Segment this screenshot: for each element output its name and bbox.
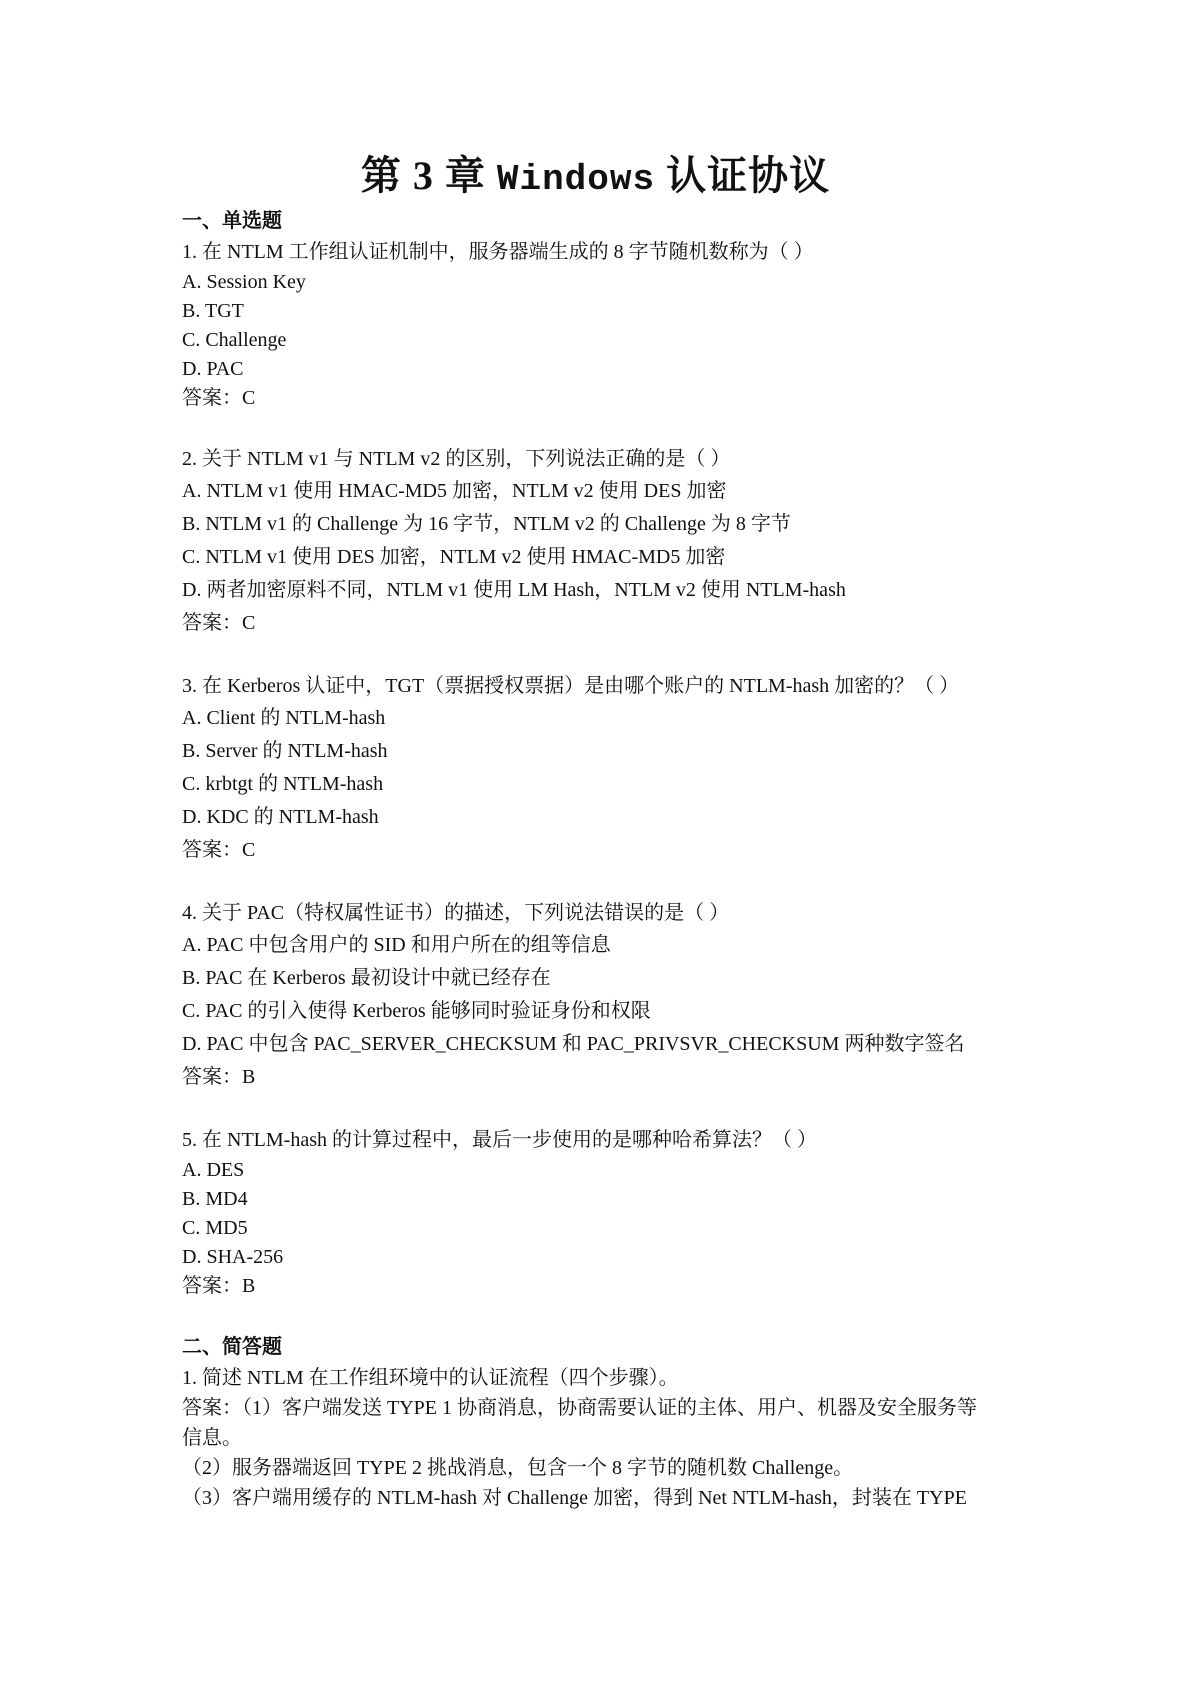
document-body [182,206,1042,1513]
option-b: B. PAC 在 Kerberos 最初设计中就已经存在 [182,967,551,989]
option-d: D. PAC 中包含 PAC_SERVER_CHECKSUM 和 PAC_PRIVSVR_CHECKSUM 两种数字签名 [182,1033,965,1055]
option-a: A. NTLM v1 使用 HMAC-MD5 加密，NTLM v2 使用 DES 加密 [182,480,727,502]
option-c: C. MD5 [182,1217,248,1239]
answer: 答案：C [182,839,256,861]
option-d: D. KDC 的 NTLM-hash [182,806,379,828]
option-b: B. MD4 [182,1188,248,1210]
short-answer-line: 信息。 [182,1427,242,1449]
question-4 [182,898,1042,1094]
option-c: C. NTLM v1 使用 DES 加密，NTLM v2 使用 HMAC-MD5 加密 [182,546,726,568]
option-a: A. Session Key [182,271,306,293]
title-suffix: 认证协议 [655,153,831,198]
question-stem: 5. 在 NTLM-hash 的计算过程中，最后一步使用的是哪种哈希算法？（ ） [182,1129,817,1151]
short-answer-1 [182,1363,1042,1513]
section-heading-short-answer: 二、简答题 [182,1336,282,1358]
option-d: D. PAC [182,358,244,380]
answer: 答案：C [182,387,256,409]
question-5 [182,1125,1042,1301]
option-b: B. Server 的 NTLM-hash [182,740,388,762]
question-stem: 4. 关于 PAC（特权属性证书）的描述，下列说法错误的是（ ） [182,902,730,924]
answer: 答案：B [182,1066,256,1088]
option-a: A. Client 的 NTLM-hash [182,707,386,729]
page-title [0,148,1191,208]
title-windows: Windows [496,159,656,200]
option-b: B. NTLM v1 的 Challenge 为 16 字节，NTLM v2 的 Challenge 为 8 字节 [182,513,791,535]
question-stem: 2. 关于 NTLM v1 与 NTLM v2 的区别，下列说法正确的是（ ） [182,448,731,470]
short-answer-line: 答案：（1）客户端发送 TYPE 1 协商消息，协商需要认证的主体、用户、机器及安全服务等 [182,1397,977,1419]
option-d: D. SHA-256 [182,1246,284,1268]
option-d: D. 两者加密原料不同，NTLM v1 使用 LM Hash，NTLM v2 使用 NTLM-hash [182,579,846,601]
short-answer-question: 1. 简述 NTLM 在工作组环境中的认证流程（四个步骤）。 [182,1367,679,1389]
short-answer-line: （2）服务器端返回 TYPE 2 挑战消息，包含一个 8 字节的随机数 Challenge。 [182,1457,854,1479]
answer: 答案：C [182,612,256,634]
question-stem: 1. 在 NTLM 工作组认证机制中，服务器端生成的 8 字节随机数称为（ ） [182,241,814,263]
answer: 答案：B [182,1275,256,1297]
question-stem: 3. 在 Kerberos 认证中，TGT（票据授权票据）是由哪个账户的 NTLM-hash 加密的？（ ） [182,675,960,697]
option-b: B. TGT [182,300,244,322]
option-c: C. PAC 的引入使得 Kerberos 能够同时验证身份和权限 [182,1000,651,1022]
option-c: C. Challenge [182,329,287,351]
question-2 [182,444,1042,640]
section-heading-single-choice: 一、单选题 [182,210,282,232]
option-c: C. krbtgt 的 NTLM-hash [182,773,384,795]
short-answer-line: （3）客户端用缓存的 NTLM-hash 对 Challenge 加密，得到 Net NTLM-hash，封装在 TYPE [182,1487,967,1509]
option-a: A. PAC 中包含用户的 SID 和用户所在的组等信息 [182,934,611,956]
question-3 [182,671,1042,867]
title-prefix: 第 3 章 [360,153,497,198]
option-a: A. DES [182,1159,245,1181]
question-1 [182,237,1042,413]
